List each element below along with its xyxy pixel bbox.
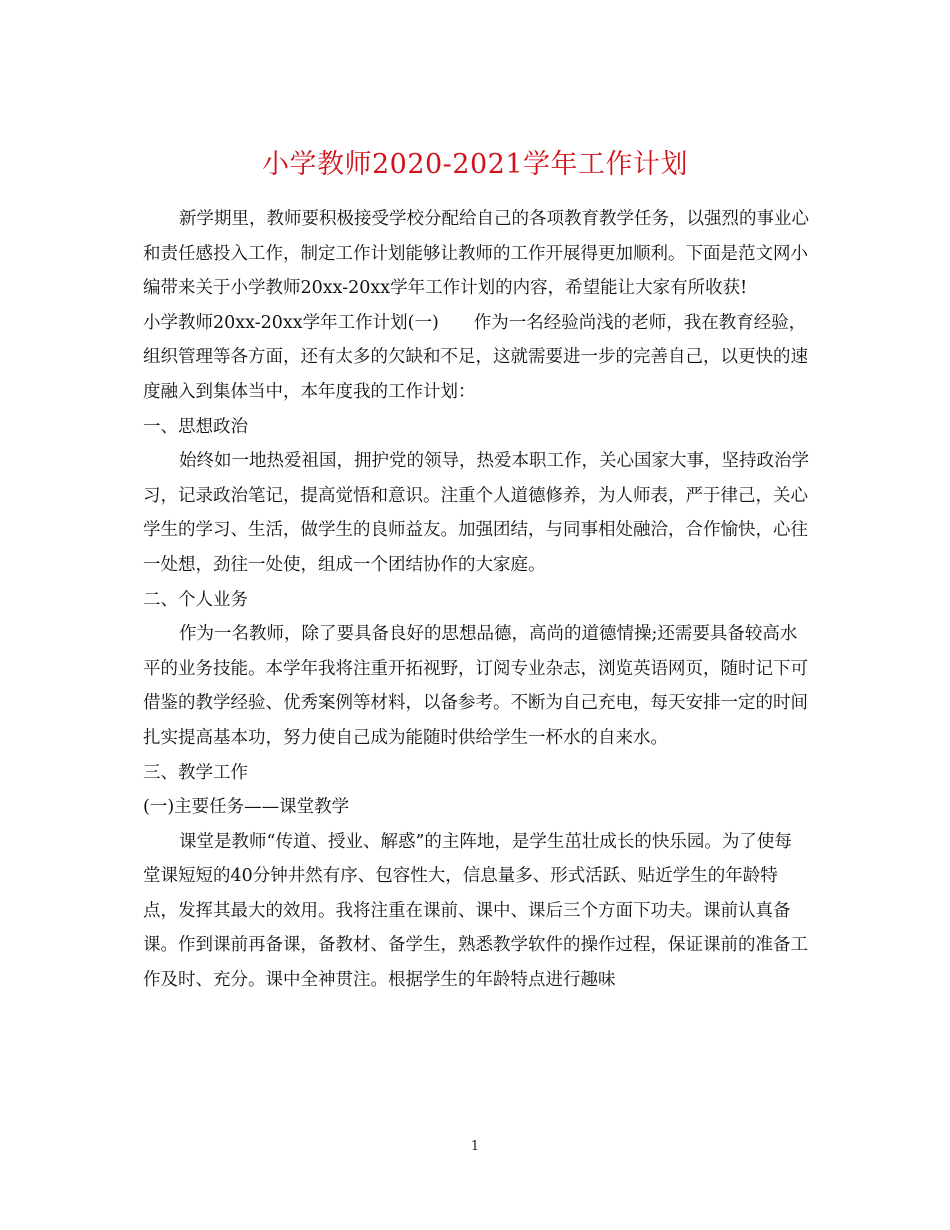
section-heading-profession: 二、个人业务	[143, 589, 248, 610]
document-title: 小学教师2020-2021学年工作计划	[261, 149, 689, 181]
section-heading-politics: 一、思想政治	[143, 416, 248, 437]
intro-paragraph: 新学期里，教师要积极接受学校分配给自己的各项教育教学任务，以强烈的事业心和责任感投入工作，制定工作计划能够让教师的工作开展得更加顺利。下面是范文网小编带来关于小学教师20xx-20xx学年工作计划的内容，希望能让大家有所收获!	[143, 209, 809, 299]
subsection-heading-classroom: (一)主要任务——课堂教学	[143, 797, 350, 818]
plan-one-paragraph: 小学教师20xx-20xx学年工作计划(一) 作为一名经验尚浅的老师，我在教育经验，组织管理等各方面，还有太多的欠缺和不足，这就需要进一步的完善自己，以更快的速度融入到集体当中，本年度我的工作计划：	[143, 312, 808, 402]
profession-paragraph: 作为一名教师，除了要具备良好的思想品德，高尚的道德情操;还需要具备较高水平的业务技能。本学年我将注重开拓视野，订阅专业杂志，浏览英语网页，随时记下可借鉴的教学经验、优秀案例等材料，以备参考。不断为自己充电，每天安排一定的时间扎实提高基本功，努力使自己成为能随时供给学生一杯水的自来水。	[143, 624, 808, 748]
politics-paragraph: 始终如一地热爱祖国，拥护党的领导，热爱本职工作，关心国家大事，坚持政治学习，记录政治笔记，提高觉悟和意识。注重个人道德修养，为人师表，严于律己，关心学生的学习、生活，做学生的良师益友。加强团结，与同事相处融洽，合作愉快，心往一处想，劲往一处使，组成一个团结协作的大家庭。	[143, 451, 809, 575]
document-body	[143, 202, 809, 998]
page-number: 1	[470, 1139, 480, 1154]
classroom-paragraph: 课堂是教师“传道、授业、解惑”的主阵地，是学生茁壮成长的快乐园。为了使每堂课短短的40分钟井然有序、包容性大，信息量多、形式活跃、贴近学生的年龄特点，发挥其最大的效用。我将注重在课前、课中、课后三个方面下功夫。课前认真备课。作到课前再备课，备教材、备学生，熟悉教学软件的操作过程，保证课前的准备工作及时、充分。课中全神贯注。根据学生的年龄特点进行趣味	[143, 831, 808, 991]
section-heading-teaching: 三、教学工作	[143, 762, 248, 783]
